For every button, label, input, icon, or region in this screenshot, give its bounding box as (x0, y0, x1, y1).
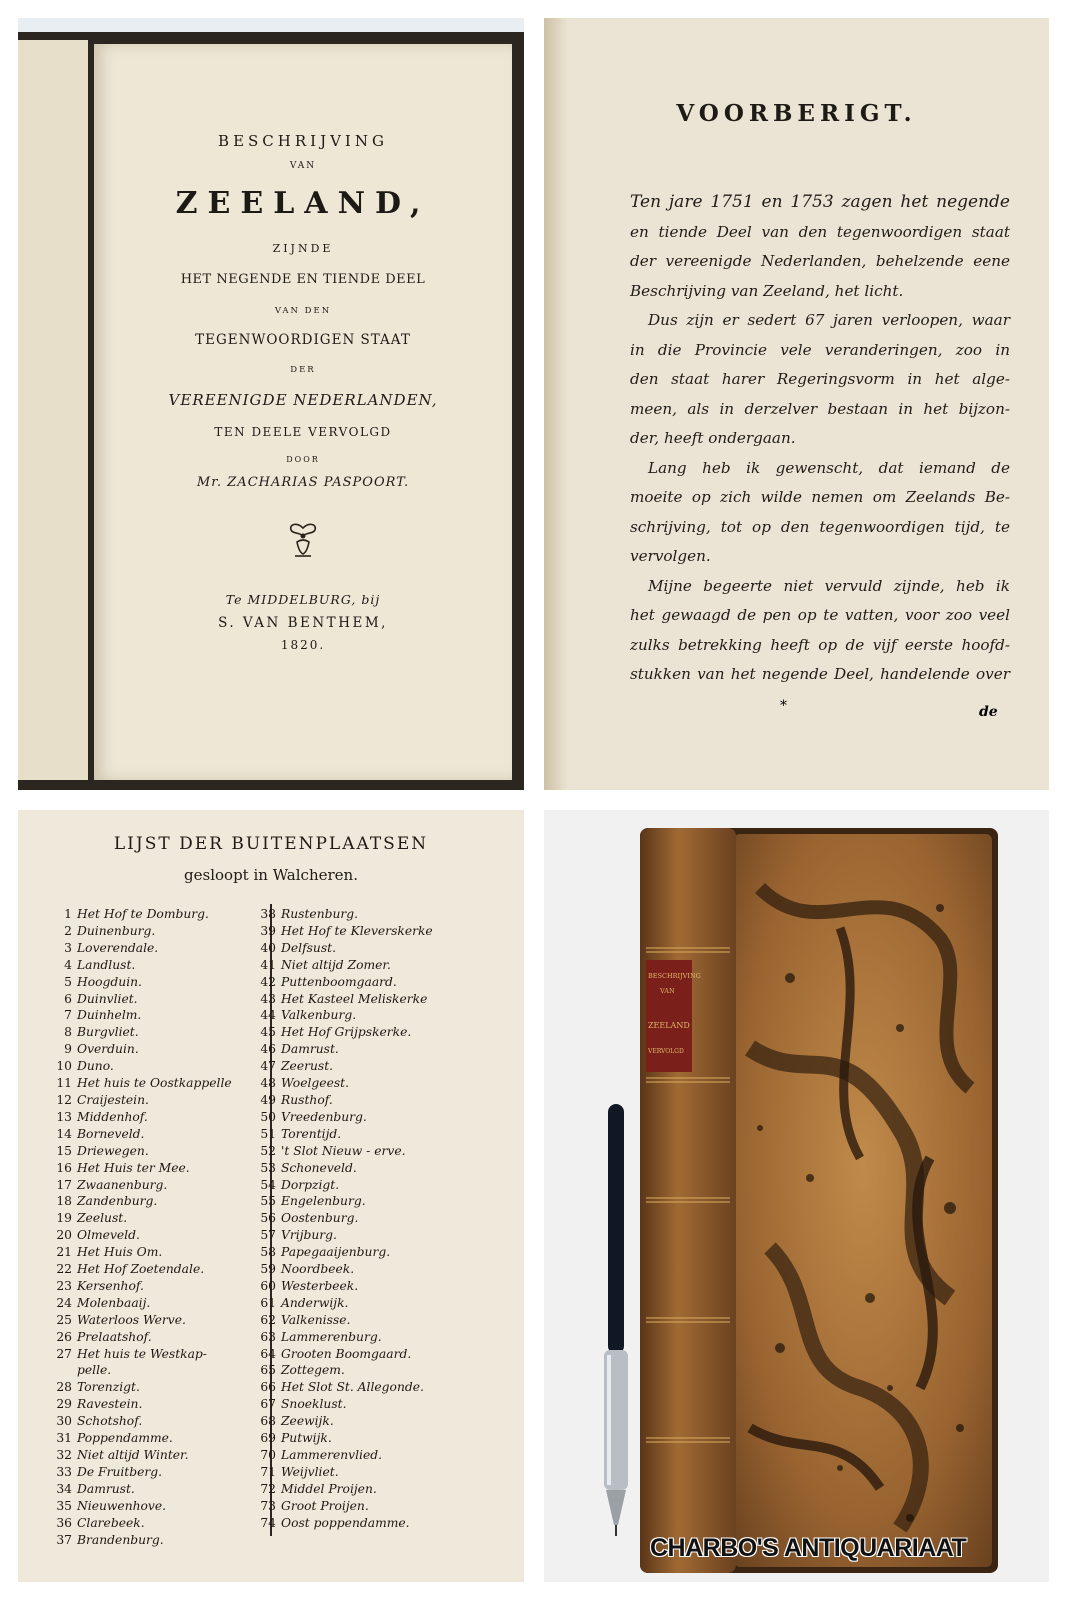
list-item-name: Lammerenvlied. (281, 1448, 383, 1462)
list-item-name: Delfsust. (281, 940, 337, 955)
list-item-name: Engelenburg. (281, 1194, 366, 1209)
list-item-name: Landlust. (77, 957, 136, 972)
title-line-nederlanden: VEREENIGDE NEDERLANDEN, (168, 391, 438, 409)
list-subheading: gesloopt in Walcheren. (184, 866, 358, 884)
list-item-name: Zeelust. (77, 1211, 128, 1226)
list-item-name: Het huis te Westkap- (77, 1346, 207, 1361)
list-item (50, 991, 232, 1008)
preface-line: meen, als in derzelver bestaan in het bijzon- (630, 399, 1010, 418)
list-item-number: 26 (56, 1329, 72, 1344)
list-item (254, 1329, 433, 1346)
list-item (50, 1007, 232, 1024)
list-item-name: Het Hof te Kleverskerke (281, 923, 433, 938)
list-item (50, 1481, 232, 1498)
list-item (50, 1058, 232, 1075)
list-item-name: Vrijburg. (281, 1228, 337, 1243)
list-item-number: 1 (64, 907, 72, 921)
list-item-number: 17 (56, 1177, 72, 1192)
list-item-name: Oostenburg. (281, 1211, 359, 1226)
list-item-name: Weijvliet. (281, 1464, 339, 1479)
list-item-number: 66 (260, 1380, 276, 1395)
list-item (254, 1447, 433, 1464)
list-item (254, 1177, 433, 1194)
list-item-name: Brandenburg. (77, 1532, 164, 1547)
list-item-number: 8 (64, 1025, 72, 1040)
list-item-name: Poppendamme. (77, 1431, 173, 1446)
list-item-name: Damrust. (281, 1042, 339, 1057)
list-item (50, 1041, 232, 1058)
list-item-number: 61 (260, 1295, 276, 1310)
list-item (254, 1396, 433, 1413)
list-item (254, 1346, 433, 1363)
list-item-name: Dorpzigt. (281, 1177, 340, 1192)
list-item-number: 21 (56, 1245, 72, 1260)
book-binding-photo (544, 810, 1049, 1582)
title-line-vervolgd: TEN DEELE VERVOLGD (214, 425, 392, 439)
preface-line: moeite op zich wilde nemen om Zeelands Be- (630, 488, 1010, 506)
list-item (254, 1481, 433, 1498)
list-item (254, 1515, 433, 1532)
list-item-name: Het Huis ter Mee. (77, 1160, 190, 1175)
list-item-name: Loverendale. (77, 940, 159, 955)
list-item-number: 20 (56, 1228, 72, 1243)
watermark-text: CHARBO'S ANTIQUARIAAT (650, 1534, 967, 1562)
list-item (50, 957, 232, 974)
list-item-number: 69 (260, 1431, 276, 1446)
list-item-number: 67 (260, 1397, 276, 1412)
list-item-number: 39 (260, 923, 276, 938)
title-zeeland: ZEELAND, (175, 186, 431, 221)
list-item-number: 10 (56, 1059, 72, 1074)
list-item (50, 1447, 232, 1464)
preface-line: in die Provincie vele veranderingen, zoo in (630, 340, 1010, 359)
list-item-name: Niet altijd Winter. (77, 1448, 189, 1462)
list-item (254, 1007, 433, 1024)
list-item-name: Molenbaaij. (77, 1295, 151, 1310)
list-item-name: Craijestein. (77, 1092, 149, 1107)
list-item-name: Overduin. (77, 1042, 139, 1057)
pen-icon (594, 1100, 638, 1540)
list-item (50, 1464, 232, 1481)
title-line-der: DER (290, 365, 316, 375)
list-item-number: 5 (64, 974, 72, 989)
list-item-name: Hoogduin. (77, 974, 142, 989)
list-item-name: Schoneveld. (281, 1160, 357, 1175)
list-item-name: Olmeveld. (77, 1228, 140, 1243)
list-item-number: 22 (56, 1262, 72, 1277)
list-item-name: Valkenburg. (281, 1008, 357, 1023)
title-line-beschrijving: BESCHRIJVING (218, 132, 388, 150)
list-item (254, 1227, 433, 1244)
list-item-name: Het Hof Zoetendale. (77, 1262, 205, 1277)
list-item (50, 1532, 232, 1549)
page-gutter (544, 18, 568, 790)
list-item (254, 1498, 433, 1515)
list-item-number: 13 (56, 1109, 72, 1124)
list-item (50, 1109, 232, 1126)
list-item-name: Driewegen. (77, 1143, 149, 1158)
spine-label-line1: BESCHRIJVING (648, 972, 701, 980)
list-item-name: Prelaatshof. (77, 1329, 152, 1344)
list-item (50, 1143, 232, 1160)
list-item-number: 43 (260, 991, 276, 1006)
title-line-deel: HET NEGENDE EN TIENDE DEEL (180, 272, 426, 287)
list-item (50, 1346, 232, 1363)
list-item-name: Torenzigt. (77, 1380, 140, 1395)
preface-page-photo (544, 18, 1049, 790)
list-item (254, 1464, 433, 1481)
list-item-number: 62 (260, 1312, 276, 1327)
list-item (50, 1193, 232, 1210)
list-item (50, 1024, 232, 1041)
list-item-number: 51 (260, 1126, 276, 1141)
list-item (50, 1413, 232, 1430)
list-item-number: 35 (56, 1498, 72, 1513)
list-item-name: Nieuwenhove. (77, 1498, 167, 1513)
list-item (50, 1126, 232, 1143)
list-item-name: Puttenboomgaard. (281, 974, 397, 989)
list-item-number: 46 (260, 1042, 276, 1057)
list-item-number: 6 (64, 991, 72, 1006)
title-line-van: VAN (289, 161, 317, 171)
list-right-column (254, 906, 433, 1532)
list-item (254, 1261, 433, 1278)
list-item-name: Grooten Boomgaard. (281, 1346, 412, 1361)
facing-blank-page (18, 40, 88, 780)
list-item-name: Vreedenburg. (281, 1109, 367, 1124)
list-item-name: Zeerust. (281, 1059, 334, 1074)
list-item-name: Het Hof te Domburg. (77, 907, 209, 921)
title-line-staat: TEGENWOORDIGEN STAAT (195, 332, 411, 348)
preface-line: der, heeft ondergaan. (630, 429, 796, 447)
list-item (254, 1143, 433, 1160)
list-item-number: 37 (56, 1532, 72, 1547)
preface-heading: VOORBERIGT. (676, 100, 917, 127)
list-item-number: 45 (260, 1025, 276, 1040)
list-item-number: 52 (260, 1143, 276, 1158)
list-item (50, 1312, 232, 1329)
list-item-number: 65 (260, 1363, 276, 1378)
list-item-number: 30 (56, 1414, 72, 1429)
list-item-number: 57 (260, 1228, 276, 1243)
list-item-name: Zwaanenburg. (77, 1177, 168, 1192)
list-item (254, 1160, 433, 1177)
list-item (254, 1024, 433, 1041)
signature-mark: * (780, 698, 787, 714)
list-item (50, 974, 232, 991)
list-item (254, 1075, 433, 1092)
list-item-number: 48 (260, 1076, 276, 1091)
list-item-number: 53 (260, 1160, 276, 1175)
list-item-name: Ravestein. (77, 1397, 143, 1412)
list-item-name: Woelgeest. (281, 1076, 350, 1091)
list-item (254, 1041, 433, 1058)
list-item-number: 12 (56, 1092, 72, 1107)
list-item-number: 44 (260, 1008, 276, 1023)
preface-line: der vereenigde Nederlanden, behelzende eene (630, 252, 1010, 270)
imprint-publisher: S. VAN BENTHEM, (218, 615, 388, 631)
list-item-name: Groot Proijen. (281, 1498, 369, 1513)
list-item-number: 56 (260, 1211, 276, 1226)
list-item-name: Anderwijk. (281, 1295, 349, 1310)
list-item (50, 1160, 232, 1177)
catchword: de (979, 704, 998, 720)
list-item-name: Noordbeek. (281, 1262, 355, 1277)
list-item-name: Het Huis Om. (77, 1245, 163, 1260)
list-item-number: 60 (260, 1278, 276, 1293)
list-item-name: Clarebeek. (77, 1515, 145, 1530)
list-item-number: 58 (260, 1245, 276, 1260)
list-item-name: Zeewijk. (281, 1414, 334, 1429)
list-item (254, 1244, 433, 1261)
title-line-zijnde: ZIJNDE (272, 242, 334, 255)
list-item (50, 1362, 232, 1379)
list-item-number: 14 (56, 1126, 72, 1141)
list-item-number: 33 (56, 1464, 72, 1479)
preface-line: Beschrijving van Zeeland, het licht. (630, 281, 904, 300)
list-item (254, 1430, 433, 1447)
list-item-name: Valkenisse. (281, 1312, 351, 1327)
list-item-name: Duinenburg. (77, 923, 156, 938)
preface-body (630, 188, 1010, 690)
list-item (254, 1278, 433, 1295)
preface-line: en tiende Deel van den tegenwoordigen staat (630, 222, 1010, 241)
spine-label-line4: VERVOLGD (648, 1048, 684, 1055)
list-item (254, 1126, 433, 1143)
list-item-number: 71 (260, 1464, 276, 1479)
list-item-name: Middel Proijen. (281, 1481, 377, 1496)
title-author: Mr. ZACHARIAS PASPOORT. (196, 475, 410, 490)
title-page-photo (18, 18, 524, 790)
list-item-number: 36 (56, 1515, 72, 1530)
list-item (50, 1177, 232, 1194)
list-item (254, 1109, 433, 1126)
list-item (50, 940, 232, 957)
preface-line: Ten jare 1751 en 1753 zagen het negende (630, 192, 1010, 212)
list-item-name: De Fruitberg. (77, 1464, 163, 1479)
list-item-name: Borneveld. (77, 1126, 145, 1141)
list-item-number: 50 (260, 1109, 276, 1124)
list-item-number: 47 (260, 1059, 276, 1074)
preface-line: den staat harer Regeringsvorm in het alge- (630, 370, 1010, 388)
list-item (50, 1498, 232, 1515)
list-item-number: 74 (260, 1515, 276, 1530)
title-line-door: DOOR (286, 455, 320, 464)
list-item (254, 991, 433, 1008)
list-item (50, 1278, 232, 1295)
list-item-name: Burgvliet. (77, 1025, 139, 1040)
list-item-number: 34 (56, 1481, 72, 1496)
imprint-place: Te MIDDELBURG, bij (225, 592, 381, 607)
list-item (254, 957, 433, 974)
list-item-number: 24 (56, 1295, 72, 1310)
spine-label-line3: ZEELAND (648, 1021, 690, 1030)
list-item (254, 1058, 433, 1075)
list-item (254, 1362, 433, 1379)
list-item-number: 19 (56, 1211, 72, 1226)
list-item-name: Lammerenburg. (281, 1329, 382, 1344)
list-item-name: Waterloos Werve. (77, 1312, 186, 1327)
list-item-name: Zandenburg. (77, 1194, 158, 1209)
list-item-number: 31 (56, 1431, 72, 1446)
list-item (254, 940, 433, 957)
ornament-icon (94, 522, 512, 562)
list-item-name: Het huis te Oostkappelle (77, 1076, 232, 1091)
list-item-name: Rusthof. (281, 1092, 333, 1107)
list-item-name: Het Kasteel Meliskerke (281, 991, 428, 1006)
list-item-number: 2 (64, 923, 72, 938)
preface-line: Lang heb ik gewenscht, dat iemand de (648, 458, 1010, 477)
list-item-name: Westerbeek. (281, 1278, 359, 1293)
list-item-number: 18 (56, 1194, 72, 1209)
list-item-number: 28 (56, 1380, 72, 1395)
imprint-year: 1820. (280, 638, 326, 652)
list-left-column (50, 906, 232, 1548)
list-item-name: Zottegem. (281, 1363, 345, 1378)
list-item-number: 72 (260, 1481, 276, 1496)
list-item-name: Niet altijd Zomer. (281, 957, 391, 972)
list-item-number: 27 (56, 1346, 72, 1361)
list-item (50, 1515, 232, 1532)
title-page (94, 44, 512, 780)
list-item-name: Middenhof. (77, 1109, 148, 1124)
list-item (50, 1227, 232, 1244)
list-item (50, 1329, 232, 1346)
spine-label-line2: VAN (660, 987, 675, 995)
preface-line: zulks betrekking heeft op de vijf eerste hoofd- (630, 635, 1010, 654)
list-heading: LIJST DER BUITENPLAATSEN (113, 834, 429, 854)
list-item-number: 59 (260, 1262, 276, 1277)
list-item-number: 16 (56, 1160, 72, 1175)
list-item (50, 1295, 232, 1312)
list-item-name: Torentijd. (281, 1126, 342, 1141)
list-item-name: pelle. (77, 1363, 112, 1378)
list-item-number: 73 (260, 1498, 276, 1513)
list-item-number: 11 (56, 1076, 72, 1091)
list-item-name: Het Hof Grijpskerke. (281, 1025, 412, 1040)
list-item (50, 1396, 232, 1413)
list-item-number: 29 (56, 1397, 72, 1412)
list-item-number: 54 (260, 1177, 276, 1192)
preface-line: Mijne begeerte niet vervuld zijnde, heb ik (648, 576, 1010, 595)
list-item (254, 1092, 433, 1109)
list-item-name: Papegaaijenburg. (281, 1245, 391, 1260)
list-item (50, 1075, 232, 1092)
list-item (254, 923, 433, 940)
list-item-name: Duno. (77, 1059, 114, 1074)
list-item-number: 42 (260, 974, 276, 989)
list-item-name: Putwijk. (281, 1431, 332, 1446)
list-item-number: 25 (56, 1312, 72, 1327)
preface-line: Dus zijn er sedert 67 jaren verloopen, waar (648, 311, 1010, 329)
list-item-name: Kersenhof. (77, 1278, 144, 1293)
list-item (254, 906, 433, 923)
list-item-number: 32 (56, 1448, 72, 1462)
list-item-number: 38 (260, 907, 276, 921)
list-item-number: 40 (260, 940, 276, 955)
list-item (50, 1244, 232, 1261)
list-item-number: 55 (260, 1194, 276, 1209)
list-item-name: Rustenburg. (281, 907, 359, 921)
list-item-number: 9 (64, 1042, 72, 1057)
list-item (254, 1413, 433, 1430)
list-item (254, 1193, 433, 1210)
list-item (254, 1379, 433, 1396)
list-item-name: Duinvliet. (77, 991, 138, 1006)
list-item (254, 1312, 433, 1329)
list-item-number: 3 (64, 940, 72, 955)
list-item-number: 41 (260, 957, 276, 972)
list-item-number: 49 (260, 1092, 276, 1107)
list-item-name: Oost poppendamme. (281, 1515, 410, 1530)
list-item-number: 23 (56, 1278, 72, 1293)
list-item-number: 7 (64, 1008, 72, 1023)
list-item (50, 1379, 232, 1396)
list-item-name: Damrust. (77, 1481, 135, 1496)
list-item (50, 1092, 232, 1109)
preface-line: vervolgen. (630, 547, 711, 565)
list-item (50, 1210, 232, 1227)
list-item-number: 68 (260, 1414, 276, 1429)
estate-list-photo (18, 810, 524, 1582)
list-item-number: 64 (260, 1346, 276, 1361)
list-item-number: 15 (56, 1143, 72, 1158)
list-item-name: Schotshof. (77, 1414, 143, 1429)
title-line-van-den: VAN DEN (274, 306, 332, 316)
list-item-name: Snoeklust. (281, 1397, 347, 1412)
list-item-name: Duinhelm. (77, 1008, 142, 1023)
list-item-number: 4 (64, 957, 72, 972)
list-item (254, 1210, 433, 1227)
book-binding (640, 828, 998, 1573)
list-item-name: 't Slot Nieuw - erve. (281, 1143, 406, 1158)
list-item-number: 63 (260, 1329, 276, 1344)
list-item (254, 1295, 433, 1312)
list-item (50, 906, 232, 923)
list-item-name: Het Slot St. Allegonde. (281, 1380, 424, 1395)
list-item (50, 1261, 232, 1278)
list-item (254, 974, 433, 991)
list-item-number: 70 (260, 1448, 276, 1462)
list-item (50, 1430, 232, 1447)
preface-line: het gewaagd de pen op te vatten, voor zoo veel (630, 606, 1010, 624)
list-item (50, 923, 232, 940)
preface-line: schrijving, tot op den tegenwoordigen tijd, te (630, 517, 1010, 536)
preface-line: stukken van het negende Deel, handelende over (630, 665, 1010, 683)
